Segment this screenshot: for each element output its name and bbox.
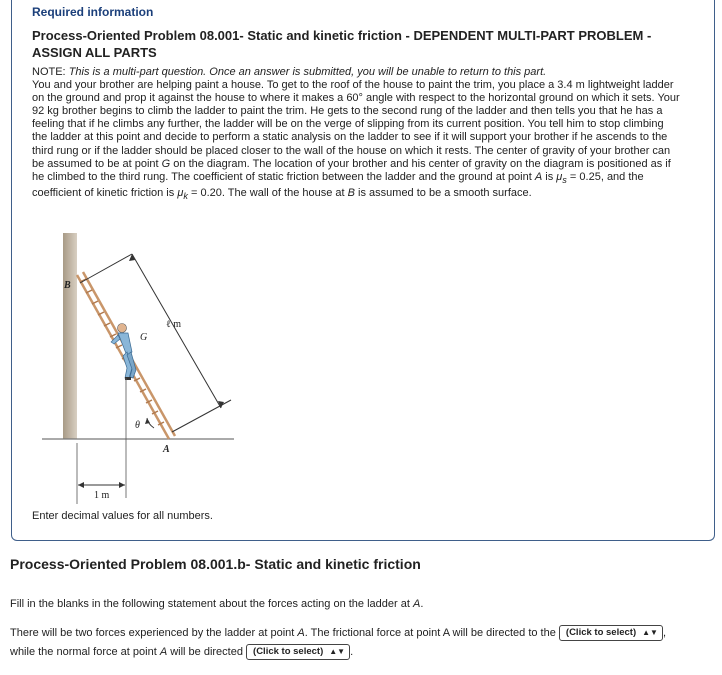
section-title: Process-Oriented Problem 08.001.b- Static and kinetic friction bbox=[10, 556, 421, 572]
point-g-ref: G bbox=[161, 157, 171, 170]
friction-select-label: (Click to select) bbox=[565, 627, 637, 639]
select-arrows-icon: ▲▼ bbox=[329, 647, 346, 657]
house-wall bbox=[63, 233, 77, 439]
required-info-heading: Required information bbox=[32, 5, 154, 19]
stmt-text-1: There will be two forces experienced by the ladder at point bbox=[10, 627, 298, 639]
label-one-meter: 1 m bbox=[94, 490, 110, 501]
one-meter-arrow-right bbox=[119, 482, 125, 488]
ladder-diagram bbox=[32, 228, 242, 508]
note-text: This is a multi-part question. Once an answer is submitted, you will be unable to return to this part. bbox=[68, 66, 547, 78]
label-theta: θ bbox=[135, 420, 140, 431]
one-meter-arrow-left bbox=[78, 482, 84, 488]
label-g: G bbox=[140, 332, 148, 343]
fill-blank-statement bbox=[10, 624, 715, 662]
mu-k-symbol: μ bbox=[177, 187, 184, 200]
enter-decimal-note: Enter decimal values for all numbers. bbox=[32, 510, 213, 522]
stmt-point-a-2: A bbox=[159, 646, 168, 658]
normal-select-label: (Click to select) bbox=[253, 646, 324, 658]
problem-title: Process-Oriented Problem 08.001- Static and kinetic friction - DEPENDENT MULTI-PART PROBLEM - ASSIGN ALL PARTS bbox=[32, 28, 652, 60]
mu-k-value: = 0.20 bbox=[187, 187, 222, 200]
point-a-ref: A bbox=[534, 170, 543, 183]
label-a: A bbox=[163, 444, 170, 455]
stmt-point-a-1: A bbox=[297, 627, 305, 639]
mu-s-subscript: s bbox=[562, 174, 567, 185]
problem-text-5: . The wall of the house at bbox=[221, 187, 348, 200]
problem-text-6: is assumed to be a smooth surface. bbox=[354, 187, 532, 200]
angle-arc-arrow bbox=[145, 418, 150, 424]
problem-text-1: You and your brother are helping paint a house. To get to the roof of the house to paint the trim, you place a 3.4 m lightweight ladder on the ground and prop it against the house to where it makes a 60° angle with respect to the horizontal ground on which it sets. Your 92 kg brother begins to climb the ladder to paint the trim. He gets to the second rung of the ladder and then tells you that he has a feeling that if he climbs any further, the ladder will be on the verge of slipping from its current position. You tell him to stop climbing the ladder at this point and decide to perform a static analysis on the ladder to see if it will support your brother if he ascends to the third rung or if the ladder should be placed closer to the wall of the house on which it rests. The center of gravity of your brother can be assumed to be at point bbox=[32, 79, 680, 170]
point-b-ref: B bbox=[347, 187, 355, 200]
fill-instruction-period: . bbox=[420, 598, 424, 610]
fill-instruction-point-a: A bbox=[412, 598, 421, 610]
stmt-text-2: . The frictional force at point A will be directed to the bbox=[304, 627, 559, 639]
note-label: NOTE: bbox=[32, 66, 66, 78]
mu-k-subscript: k bbox=[183, 191, 188, 202]
problem-text-2: on the diagram. The location of your brother and his center of gravity on the diagram is positioned as if he climbed to the third rung. The coefficient of static friction between the ladder and the ground at point bbox=[32, 157, 671, 183]
stmt-period: . bbox=[350, 646, 354, 658]
mu-s-value: = 0.25 bbox=[566, 170, 601, 183]
mu-s-symbol: μ bbox=[556, 170, 563, 183]
fill-instruction bbox=[10, 598, 423, 610]
problem-text-4: , and the coefficient of kinetic friction is bbox=[32, 170, 644, 200]
label-length: ℓ m bbox=[166, 319, 182, 330]
fill-instruction-text: Fill in the blanks in the following statement about the forces acting on the ladder at bbox=[10, 598, 413, 610]
length-dimension bbox=[80, 254, 231, 432]
stmt-text-4: while the normal force at point bbox=[10, 646, 160, 658]
problem-text-3: is bbox=[542, 170, 557, 183]
stmt-text-5: will be directed bbox=[167, 646, 247, 658]
select-arrows-icon: ▲▼ bbox=[642, 628, 658, 638]
problem-statement bbox=[32, 66, 680, 203]
stmt-comma: , bbox=[662, 627, 667, 639]
brother-figure bbox=[111, 324, 136, 381]
ladder-diagram-svg bbox=[32, 228, 242, 508]
normal-force-direction-select[interactable] bbox=[246, 644, 350, 660]
label-b: B bbox=[64, 280, 71, 291]
friction-direction-select[interactable] bbox=[559, 625, 663, 641]
